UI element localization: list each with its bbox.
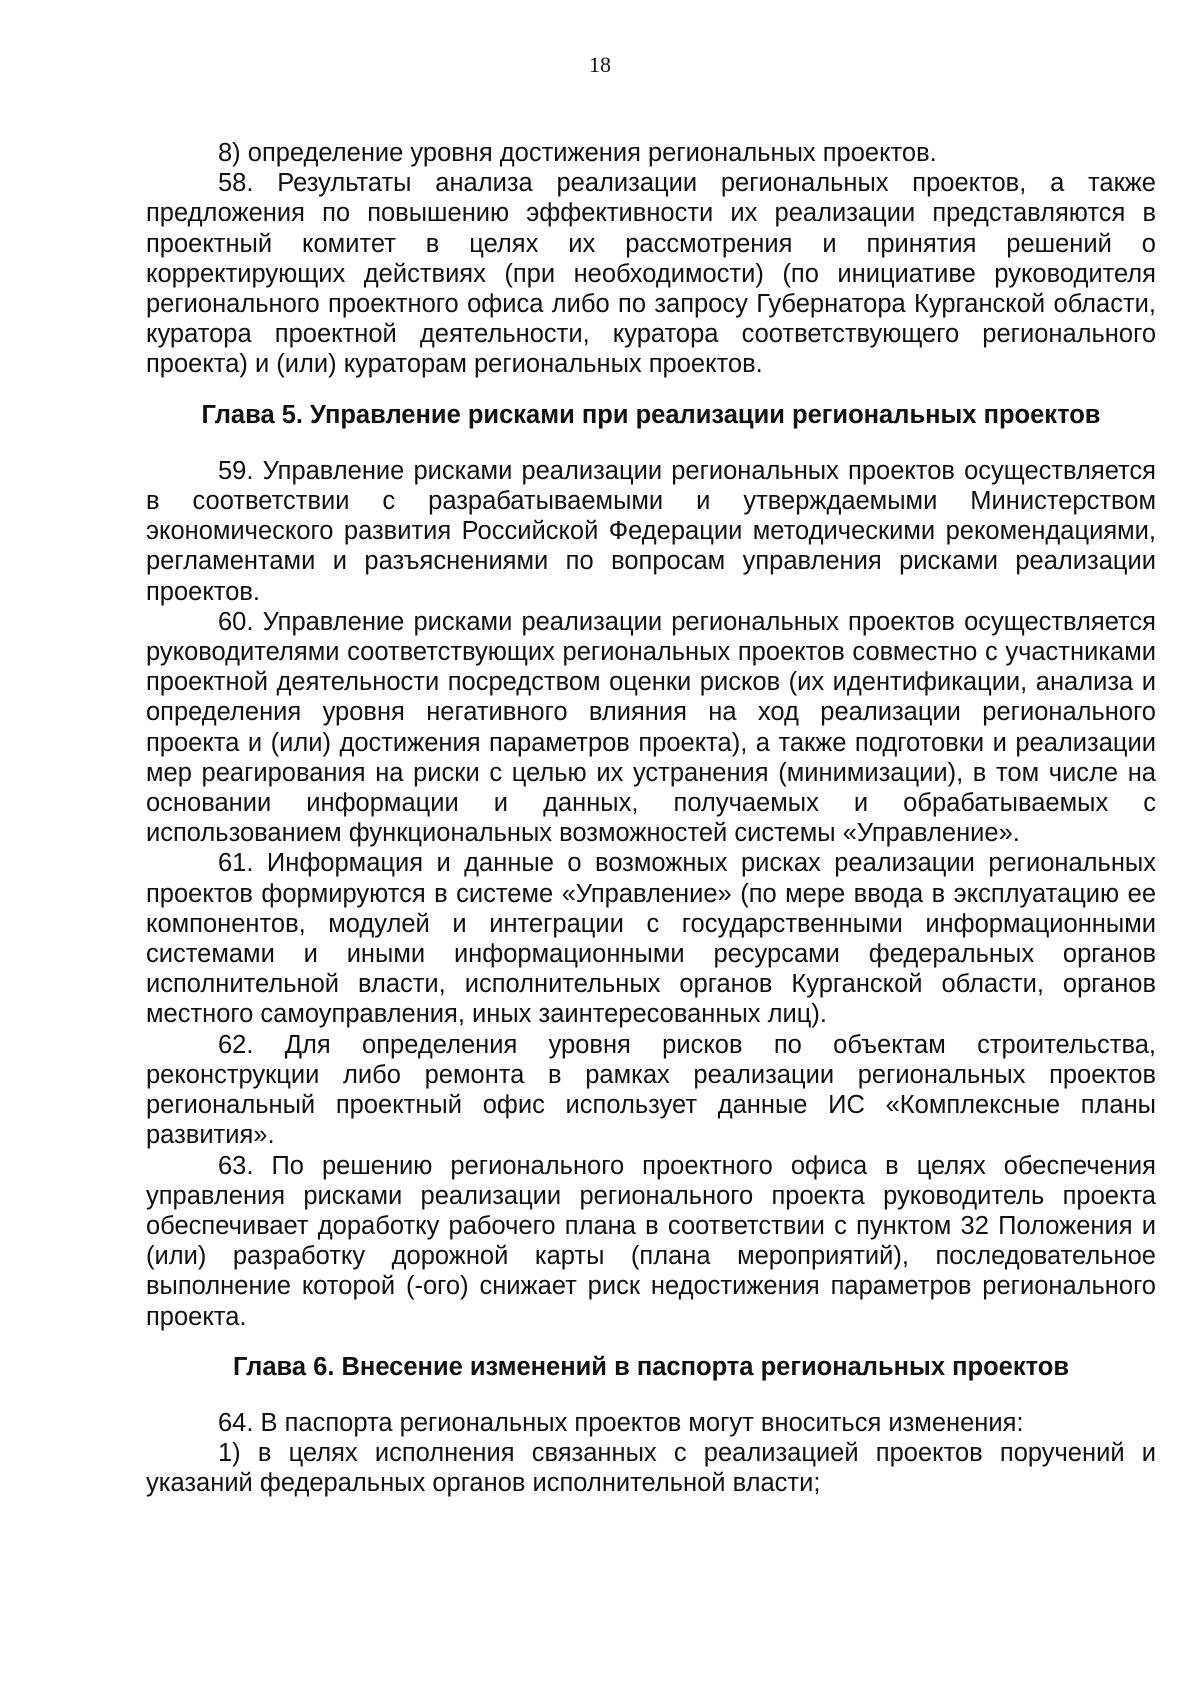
paragraph-60: 60. Управление рисками реализации региональных проектов осуществляется руководителями соответствующих региональных проектов совместно с участниками проектной деятельности посредством оценки рисков (их идентификации, анализа и определения уровня негативного влияния на ход реализации регионального проекта и (или) достижения параметров проекта), а также подготовки и реализации мер реагирования на риски с целью их устранения (минимизации), в том числе на основании информации и данных, получаемых и обрабатываемых с использованием функциональных возможностей системы «Управление». [146,607,1156,848]
paragraph-item-8: 8) определение уровня достижения региональных проектов. [218,139,937,167]
paragraph-63: 63. По решению регионального проектного офиса в целях обеспечения управления рисками реализации регионального проекта руководитель проекта обеспечивает доработку рабочего плана в соответствии с пунктом 32 Положения и (или) разработку дорожной карты (плана мероприятий), последовательное выполнение которой (-ого) снижает риск недостижения параметров регионального проекта. [146,1151,1156,1331]
paragraph-59: 59. Управление рисками реализации региональных проектов осуществляется в соответствии с разрабатываемыми и утверждаемыми Министерством экономического развития Российской Федерации методическими рекомендациями, регламентами и разъяснениями по вопросам управления рисками реализации проектов. [146,456,1156,606]
paragraph-58: 58. Результаты анализа реализации региональных проектов, а также предложения по повышению эффективности их реализации представляются в проектный комитет в целях их рассмотрения и принятия решений о корректирующих действиях (при необходимости) (по инициативе руководителя регионального проектного офиса либо по запросу Губернатора Курганской области, куратора проектной деятельности, куратора соответствующего регионального проекта) и (или) кураторам региональных проектов. [146,169,1156,379]
paragraph-61: 61. Информация и данные о возможных рисках реализации региональных проектов формируются в системе «Управление» (по мере ввода в эксплуатацию ее компонентов, модулей и интеграции с государственными информационными системами и иными информационными ресурсами федеральных органов исполнительной власти, исполнительных органов Курганской области, органов местного самоуправления, иных заинтересованных лиц). [146,849,1156,1029]
spacer [146,430,1156,456]
chapter-6-heading: Глава 6. Внесение изменений в паспорта региональных проектов [232,1352,1070,1381]
paragraph-62: 62. Для определения уровня рисков по объектам строительства, реконструкции либо ремонта в рамках реализации региональных проектов региональный проектный офис использует данные ИС «Комплексные планы развития». [146,1030,1156,1150]
spacer [146,380,1156,400]
spacer [146,1332,1156,1352]
paragraph-64: 64. В паспорта региональных проектов могут вноситься изменения: [218,1408,1024,1437]
spacer [146,1382,1156,1408]
page-number: 18 [589,52,611,77]
paragraph-64-item-1: 1) в целях исполнения связанных с реализацией проектов поручений и указаний федеральных органов исполнительной власти; [146,1439,1156,1498]
document-body [146,138,1156,1499]
chapter-5-heading: Глава 5. Управление рисками при реализации региональных проектов [201,400,1101,429]
